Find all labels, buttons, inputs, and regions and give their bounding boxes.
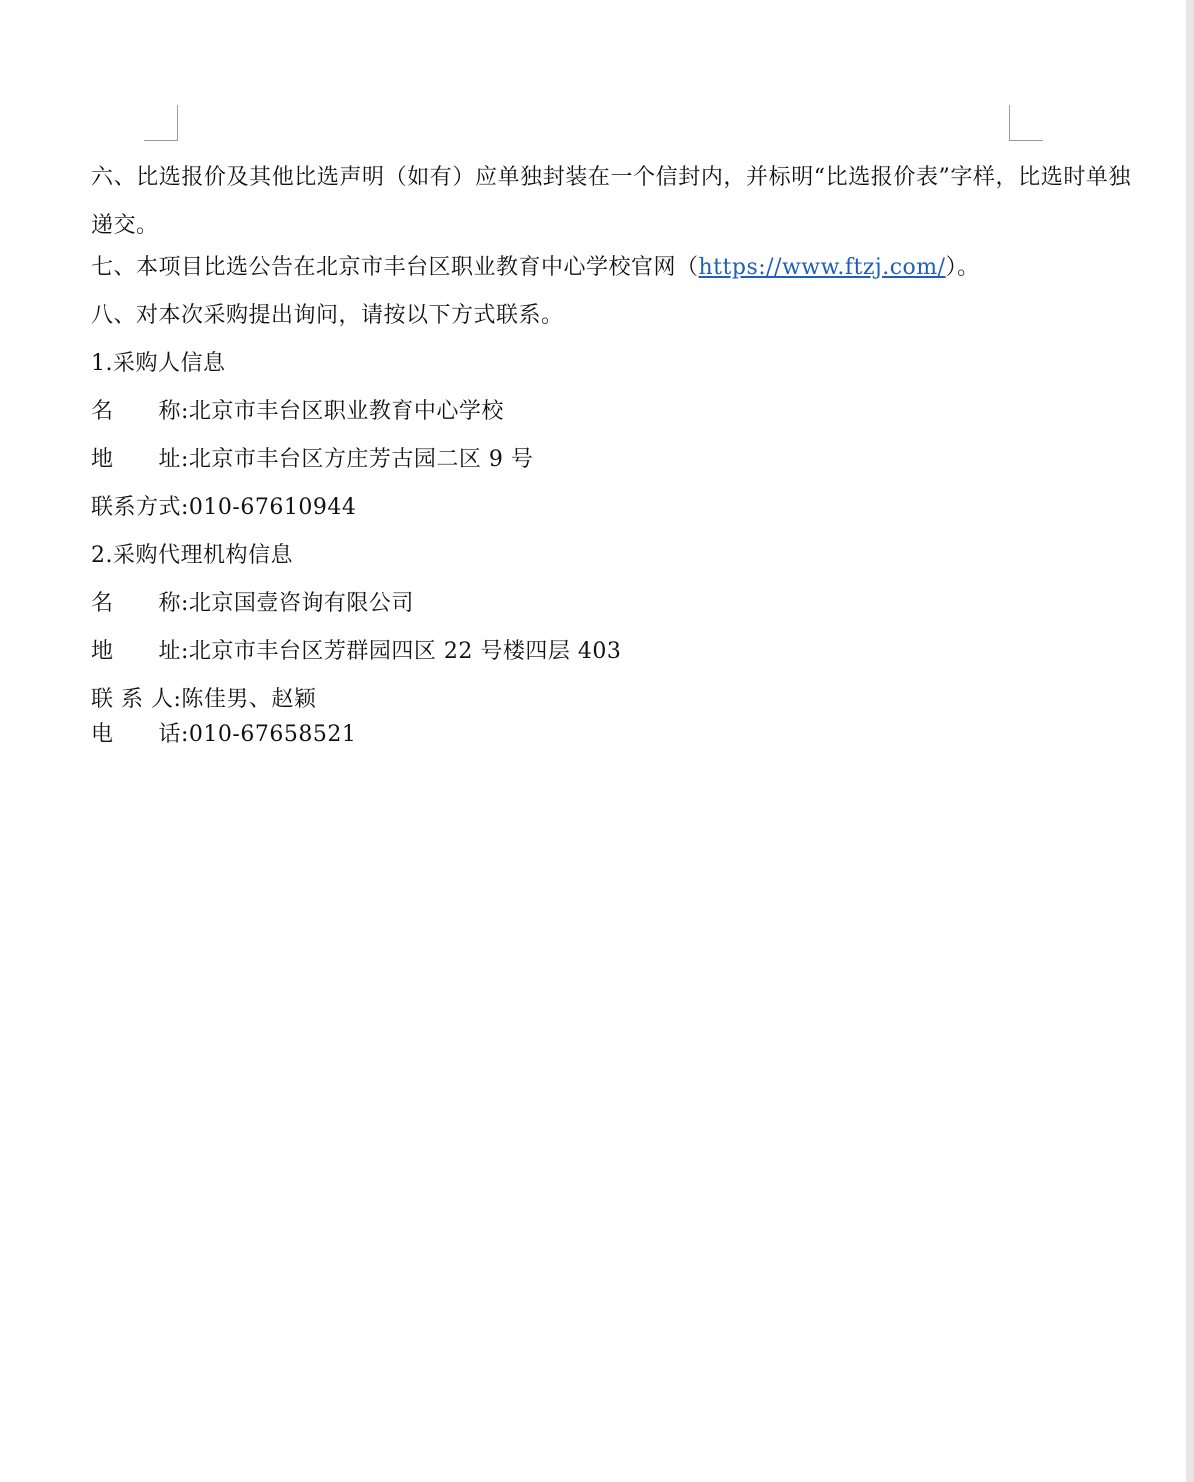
- agent-name-line: [91, 588, 1131, 620]
- paragraph-7-suffix: ）。: [945, 255, 980, 280]
- buyer-address: 北京市丰台区方庄芳古园二区 9 号: [188, 447, 534, 472]
- agent-address-label: 地 址:: [91, 639, 189, 664]
- agent-phone-label: 电 话:: [91, 722, 189, 747]
- buyer-address-line: [91, 444, 1131, 476]
- paragraph-8: 八、对本次采购提出询问，请按以下方式联系。: [91, 303, 564, 328]
- agent-address-line: [91, 636, 1131, 668]
- buyer-contact-label: 联系方式:: [91, 495, 189, 520]
- agent-phone: 010-67658521: [188, 722, 357, 747]
- buyer-heading: 1.采购人信息: [91, 351, 226, 376]
- paragraph-7: [91, 252, 1131, 284]
- agent-name: 北京国壹咨询有限公司: [188, 591, 414, 616]
- agent-address: 北京市丰台区芳群园四区 22 号楼四层 403: [188, 639, 622, 664]
- agent-person-line: [91, 684, 1131, 716]
- buyer-contact: 010-67610944: [188, 495, 357, 520]
- website-link[interactable]: https://www.ftzj.com/: [698, 255, 946, 280]
- agent-person-label: 联 系 人:: [91, 687, 182, 712]
- crop-mark-top-right: [1009, 105, 1043, 141]
- agent-name-label: 名 称:: [91, 591, 189, 616]
- crop-mark-top-left: [144, 105, 178, 141]
- buyer-name-line: [91, 396, 1131, 428]
- agent-phone-line: [91, 719, 1131, 751]
- window-edge: [1186, 0, 1194, 1482]
- buyer-address-label: 地 址:: [91, 447, 189, 472]
- buyer-contact-line: [91, 492, 1131, 524]
- buyer-name-label: 名 称:: [91, 399, 189, 424]
- paragraph-6: 六、比选报价及其他比选声明（如有）应单独封装在一个信封内，并标明“比选报价表”字样，比选时单独递交。: [91, 165, 1131, 238]
- agent-person: 陈佳男、赵颖: [181, 687, 317, 712]
- paragraph-7-prefix: 七、本项目比选公告在北京市丰台区职业教育中心学校官网（: [91, 255, 699, 280]
- agent-heading: 2.采购代理机构信息: [91, 543, 293, 568]
- buyer-name: 北京市丰台区职业教育中心学校: [188, 399, 504, 424]
